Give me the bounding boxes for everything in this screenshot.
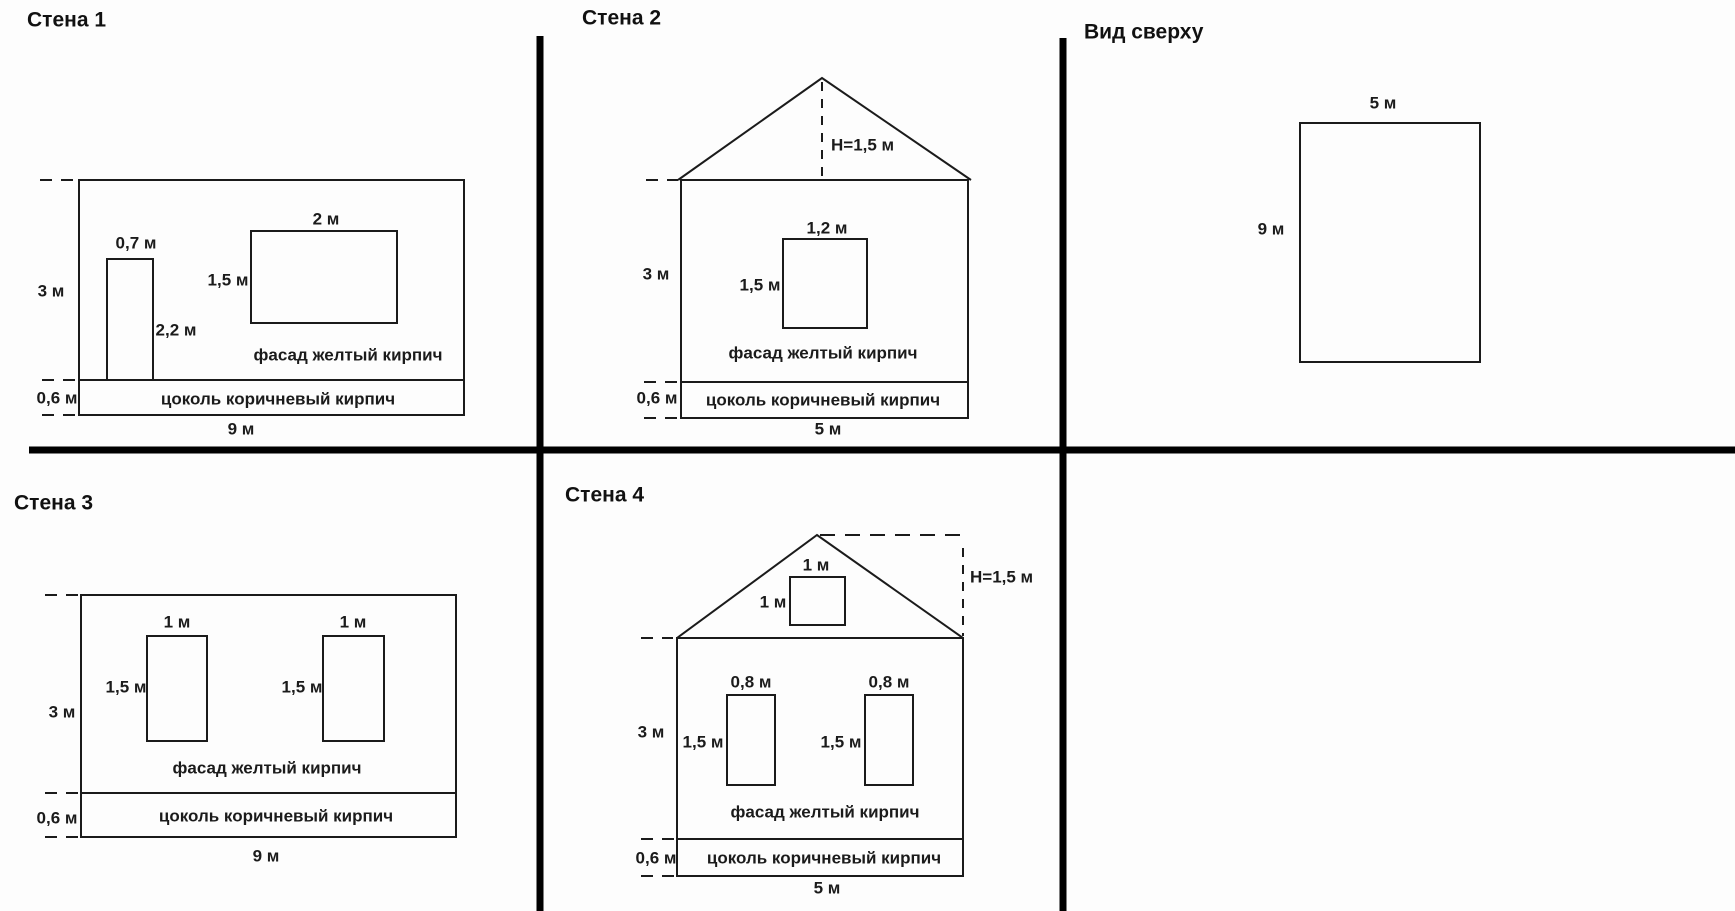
wall1-dim-wall-height: 3 м xyxy=(37,281,65,301)
top-view-dim-width: 5 м xyxy=(1369,93,1397,113)
wall2-dim-plinth-height: 0,6 м xyxy=(636,388,678,408)
wall4-plinth-label: цоколь коричневый кирпич xyxy=(706,848,942,868)
wall1-dim-plinth-height: 0,6 м xyxy=(36,388,78,408)
panel-wall4 xyxy=(565,484,1033,898)
wall3-facade-label: фасад желтый кирпич xyxy=(172,758,362,778)
wall1-facade-label: фасад желтый кирпич xyxy=(253,345,443,365)
wall4-title: Стена 4 xyxy=(565,483,645,507)
wall2-dim-roof-height: H=1,5 м xyxy=(831,135,895,155)
wall2-roof xyxy=(678,78,971,180)
wall4-dim-attic-window-width: 1 м xyxy=(802,555,830,575)
wall2-dim-wall-height: 3 м xyxy=(642,264,670,284)
wall3-dim-window2-height: 1,5 м xyxy=(281,677,323,697)
wall2-plinth-label: цоколь коричневый кирпич xyxy=(705,390,941,410)
wall3-dim-window2-width: 1 м xyxy=(339,612,367,632)
wall4-dim-wall-width: 5 м xyxy=(813,878,841,898)
panel-wall2 xyxy=(582,7,971,439)
wall4-dim-window2-height: 1,5 м xyxy=(820,732,862,752)
wall4-dim-attic-window-height: 1 м xyxy=(759,592,787,612)
wall2-facade-label: фасад желтый кирпич xyxy=(728,343,918,363)
wall1-dim-wall-width: 9 м xyxy=(227,419,255,439)
wall1-window xyxy=(251,231,397,323)
wall4-dim-wall-height: 3 м xyxy=(637,722,665,742)
top-view-outline xyxy=(1300,123,1480,362)
wall4-dim-plinth-height: 0,6 м xyxy=(635,848,677,868)
top-view-title: Вид сверху xyxy=(1084,20,1204,44)
wall1-title: Стена 1 xyxy=(27,8,107,32)
wall1-dim-door-width: 0,7 м xyxy=(115,233,157,253)
wall4-window-2 xyxy=(865,695,913,785)
panel-wall1 xyxy=(27,9,464,439)
wall3-dim-plinth-height: 0,6 м xyxy=(36,808,78,828)
top-view-dim-depth: 9 м xyxy=(1257,219,1285,239)
wall4-facade-label: фасад желтый кирпич xyxy=(730,802,920,822)
wall3-window-2 xyxy=(323,636,384,741)
wall2-dim-window-height: 1,5 м xyxy=(739,275,781,295)
panel-wall3 xyxy=(14,492,456,866)
wall3-dim-wall-height: 3 м xyxy=(48,702,76,722)
wall1-plinth-label: цоколь коричневый кирпич xyxy=(160,389,396,409)
wall4-roof xyxy=(677,535,963,638)
wall1-dim-door-height: 2,2 м xyxy=(155,320,197,340)
wall3-dim-window1-height: 1,5 м xyxy=(105,677,147,697)
wall3-window-1 xyxy=(147,636,207,741)
wall3-title: Стена 3 xyxy=(14,491,94,515)
wall2-dim-wall-width: 5 м xyxy=(814,419,842,439)
wall3-plinth-label: цоколь коричневый кирпич xyxy=(158,806,394,826)
wall4-dim-window1-height: 1,5 м xyxy=(682,732,724,752)
wall3-dim-window1-width: 1 м xyxy=(163,612,191,632)
wall1-dim-window-width: 2 м xyxy=(312,209,340,229)
wall2-window xyxy=(783,239,867,328)
panel-top-view xyxy=(1084,21,1480,363)
wall1-door xyxy=(107,259,153,380)
wall3-dim-wall-width: 9 м xyxy=(252,846,280,866)
wall4-dim-window2-width: 0,8 м xyxy=(868,672,910,692)
wall2-title: Стена 2 xyxy=(582,6,662,30)
wall4-dim-window1-width: 0,8 м xyxy=(730,672,772,692)
wall4-attic-window xyxy=(790,577,845,625)
wall4-dim-roof-height: H=1,5 м xyxy=(970,567,1034,587)
wall1-dim-window-height: 1,5 м xyxy=(207,270,249,290)
wall4-window-1 xyxy=(727,695,775,785)
wall2-dim-window-width: 1,2 м xyxy=(806,218,848,238)
